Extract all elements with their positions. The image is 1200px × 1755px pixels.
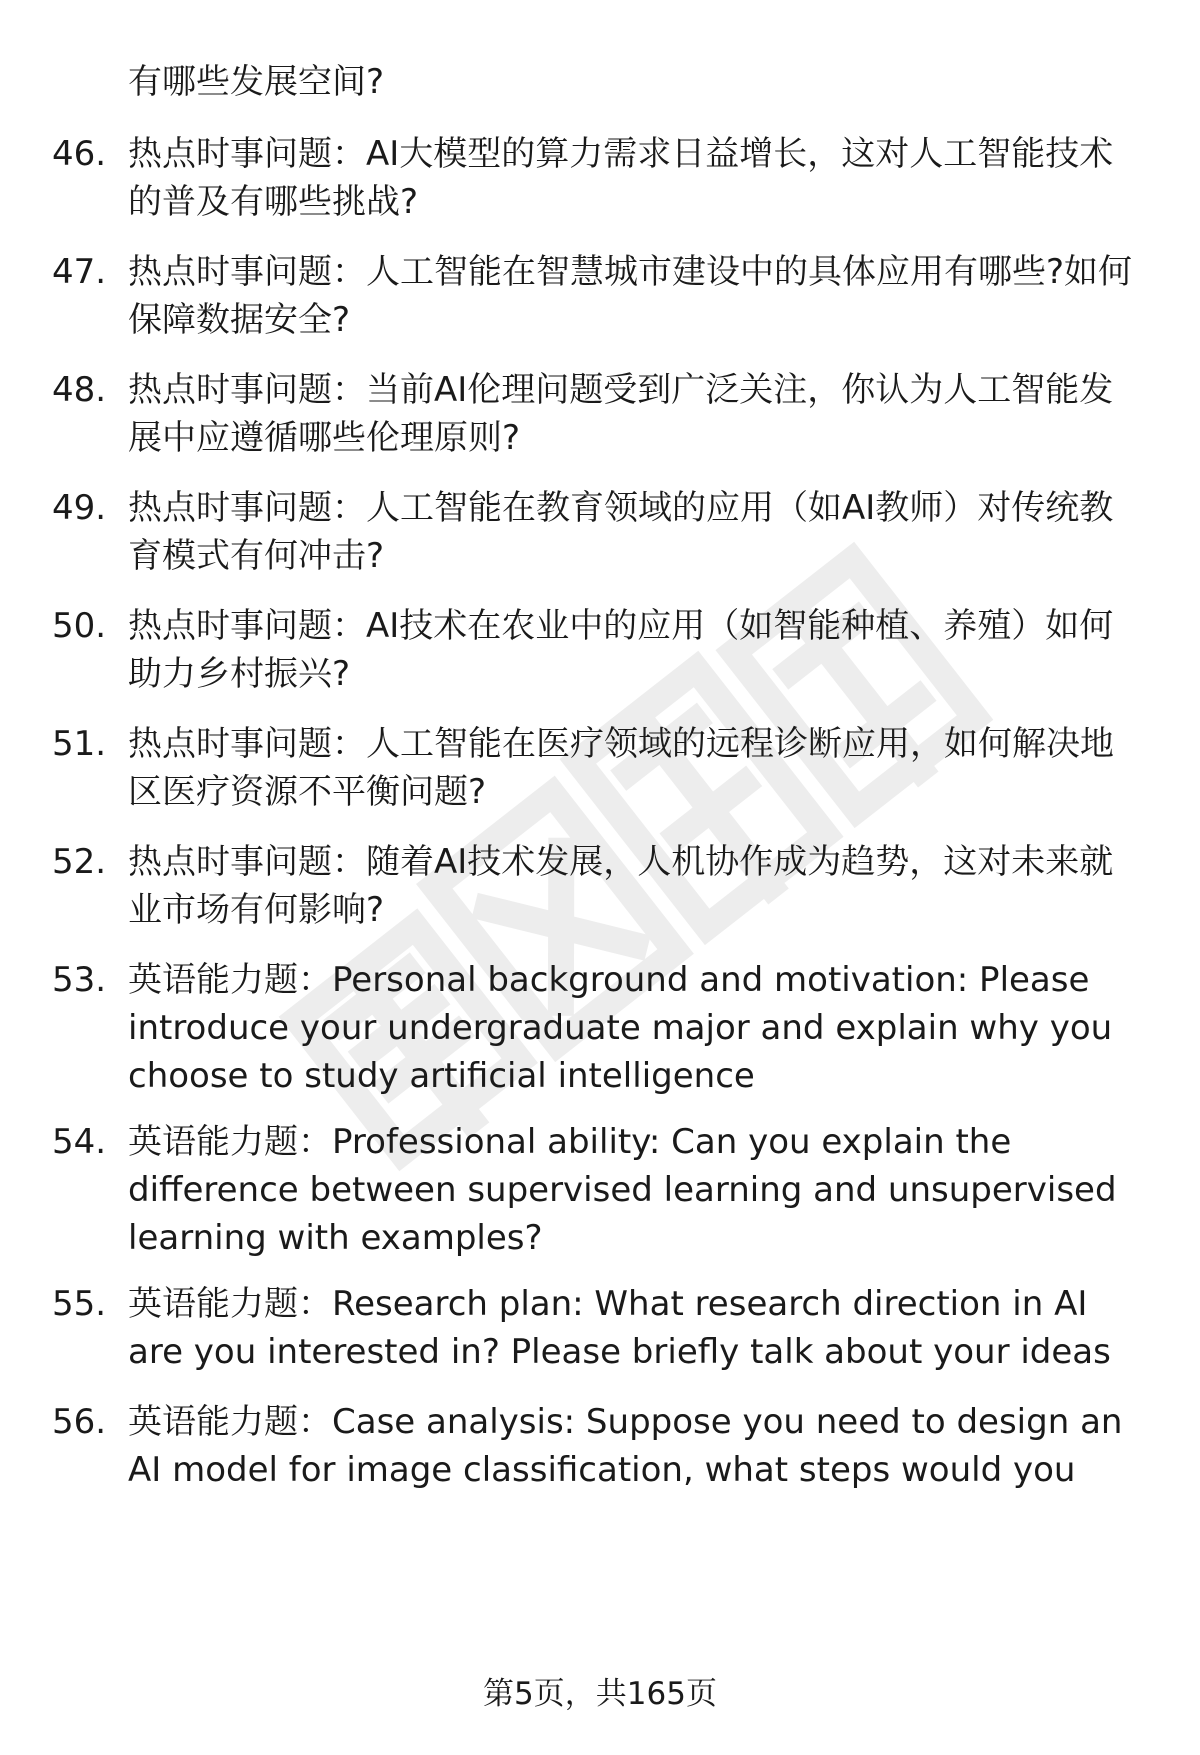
list-item	[52, 1280, 1152, 1376]
list-item	[52, 484, 1152, 580]
item-number: 52.	[52, 842, 107, 882]
page-footer: 第5页，共165页	[483, 1676, 717, 1712]
item-text: 热点时事问题：人工智能在医疗领域的远程诊断应用，如何解决地区医疗资源不平衡问题?	[128, 724, 1114, 812]
item-text: 英语能力题：Research plan: What research direction in AI are you interested in? Please briefly talk about your ideas	[128, 1284, 1111, 1372]
item-text: 英语能力题：Personal background and motivation: Please introduce your undergraduate major and explain why you choose to study artificial intelligence	[128, 960, 1124, 1096]
item-text: 热点时事问题：当前AI伦理问题受到广泛关注，你认为人工智能发展中应遵循哪些伦理原则?	[128, 370, 1114, 458]
item-number: 53.	[52, 960, 107, 1000]
list-item	[52, 1398, 1152, 1494]
item-text: 英语能力题：Case analysis: Suppose you need to design an AI model for image classification, what steps would you	[128, 1402, 1134, 1490]
item-text: 英语能力题：Professional ability: Can you explain the difference between supervised learning and unsupervised learning with examples?	[128, 1122, 1128, 1258]
item-number: 51.	[52, 724, 107, 764]
item-text: 热点时事问题：AI大模型的算力需求日益增长，这对人工智能技术的普及有哪些挑战?	[128, 134, 1114, 222]
item-number: 50.	[52, 606, 107, 646]
item-text: 热点时事问题：AI技术在农业中的应用（如智能种植、养殖）如何助力乡村振兴?	[128, 606, 1114, 694]
item-number: 48.	[52, 370, 107, 410]
list-item	[52, 602, 1152, 698]
list-item	[52, 366, 1152, 462]
list-item	[52, 130, 1152, 226]
list-item	[52, 1118, 1152, 1262]
list-item	[52, 838, 1152, 934]
item-number: 46.	[52, 134, 107, 174]
item-number: 47.	[52, 252, 107, 292]
item-text: 热点时事问题：人工智能在智慧城市建设中的具体应用有哪些?如何保障数据安全?	[128, 252, 1133, 340]
continuation-line: 有哪些发展空间?	[128, 62, 385, 102]
list-item	[52, 956, 1152, 1100]
item-number: 55.	[52, 1284, 107, 1324]
list-item	[52, 720, 1152, 816]
item-text: 热点时事问题：人工智能在教育领域的应用（如AI教师）对传统教育模式有何冲击?	[128, 488, 1114, 576]
item-text: 热点时事问题：随着AI技术发展，人机协作成为趋势，这对未来就业市场有何影响?	[128, 842, 1114, 930]
list-item	[52, 248, 1152, 344]
item-number: 54.	[52, 1122, 107, 1162]
item-number: 49.	[52, 488, 107, 528]
item-number: 56.	[52, 1402, 107, 1442]
